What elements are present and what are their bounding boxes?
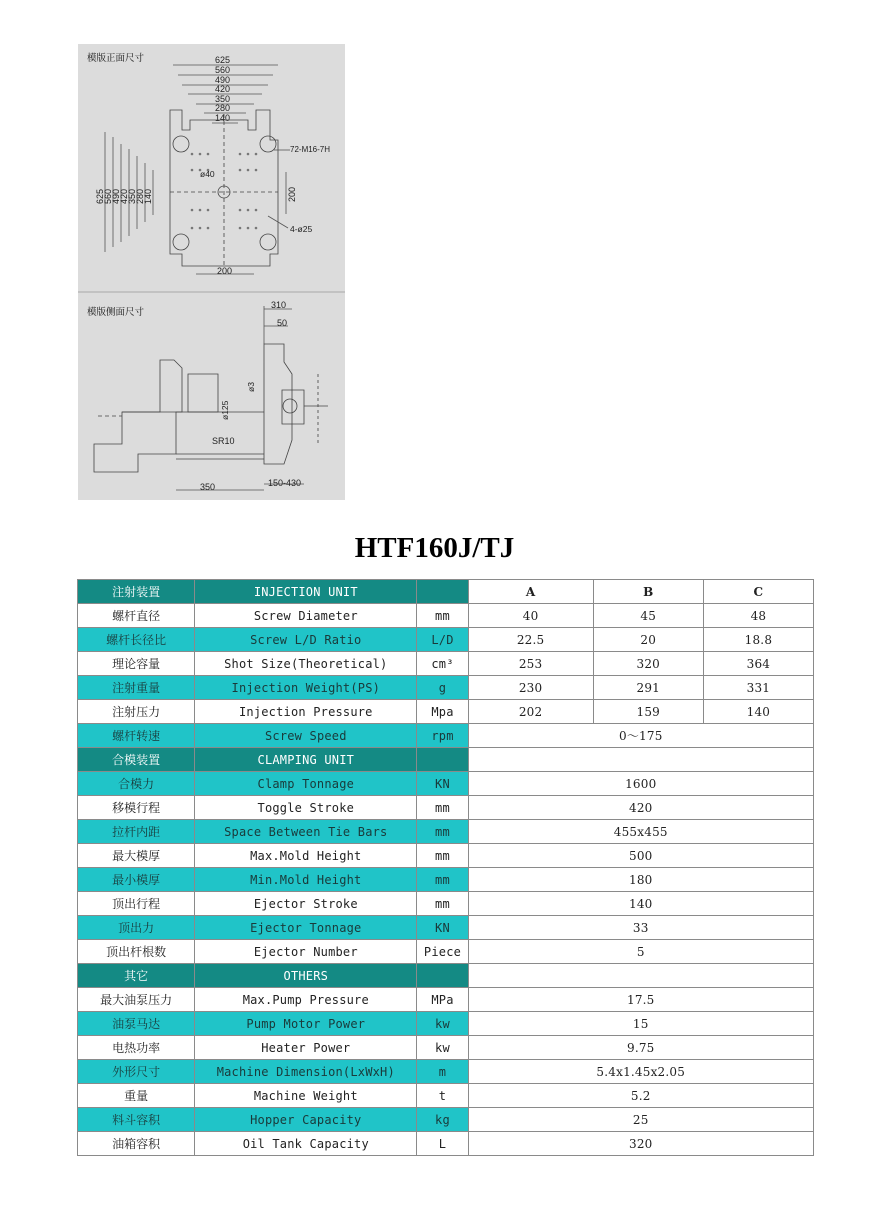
front-center-label: ø40	[200, 169, 215, 179]
spec-row	[78, 772, 814, 796]
param-value: 140	[468, 892, 813, 916]
param-name-cn: 最大模厚	[78, 844, 195, 868]
param-value: 45	[593, 604, 703, 628]
param-name-en: Oil Tank Capacity	[195, 1132, 417, 1156]
front-h-dim-560: 560	[215, 65, 231, 75]
side-top-dim-310: 310	[271, 300, 287, 310]
param-value: 33	[468, 916, 813, 940]
param-name-cn: 螺杆直径	[78, 604, 195, 628]
param-value: 230	[468, 676, 593, 700]
param-value: 180	[468, 868, 813, 892]
param-name-en: Machine Weight	[195, 1084, 417, 1108]
param-value	[468, 964, 813, 988]
side-machine-outline	[94, 344, 328, 472]
param-name-cn: 最大油泵压力	[78, 988, 195, 1012]
param-unit: MPa	[417, 988, 468, 1012]
mold-plate-drawing	[78, 44, 345, 500]
spec-row	[78, 604, 814, 628]
param-unit: mm	[417, 820, 468, 844]
param-unit: mm	[417, 844, 468, 868]
param-value: 18.8	[703, 628, 813, 652]
param-name-cn: 油泵马达	[78, 1012, 195, 1036]
spec-row	[78, 652, 814, 676]
param-value: 500	[468, 844, 813, 868]
front-v-dim-625: 625	[95, 188, 105, 204]
side-bottom-dim-350: 350	[200, 482, 216, 492]
spec-row	[78, 1108, 814, 1132]
model-title: HTF160J/TJ	[354, 532, 515, 564]
front-h-dim-420: 420	[215, 84, 231, 94]
param-name-en: Injection Pressure	[195, 700, 417, 724]
param-unit: kw	[417, 1036, 468, 1060]
param-unit: g	[417, 676, 468, 700]
spec-row	[78, 1084, 814, 1108]
param-name-en: CLAMPING UNIT	[195, 748, 417, 772]
front-horizontal-dims	[173, 55, 278, 123]
param-name-cn: 最小模厚	[78, 868, 195, 892]
param-name-cn: 外形尺寸	[78, 1060, 195, 1084]
spec-row	[78, 1036, 814, 1060]
param-name-cn: 顶出力	[78, 916, 195, 940]
front-right-dim: 200	[287, 186, 297, 202]
front-v-dim-560: 560	[103, 188, 113, 204]
param-name-en: Clamp Tonnage	[195, 772, 417, 796]
param-name-en: Shot Size(Theoretical)	[195, 652, 417, 676]
param-name-cn: 注射装置	[78, 580, 195, 604]
front-h-dim-140: 140	[215, 113, 231, 123]
param-value: 331	[703, 676, 813, 700]
param-value: 202	[468, 700, 593, 724]
param-name-cn: 注射重量	[78, 676, 195, 700]
param-unit: mm	[417, 892, 468, 916]
param-name-cn: 料斗容积	[78, 1108, 195, 1132]
param-value: 455x455	[468, 820, 813, 844]
front-h-dim-490: 490	[215, 75, 231, 85]
param-name-en: Heater Power	[195, 1036, 417, 1060]
param-name-en: Machine Dimension(LxWxH)	[195, 1060, 417, 1084]
param-name-en: Toggle Stroke	[195, 796, 417, 820]
param-value: 420	[468, 796, 813, 820]
spec-row	[78, 916, 814, 940]
param-name-cn: 顶出行程	[78, 892, 195, 916]
param-value: 1600	[468, 772, 813, 796]
param-unit: kg	[417, 1108, 468, 1132]
param-unit: L/D	[417, 628, 468, 652]
side-top-dim-50: 50	[277, 318, 288, 328]
param-value: 25	[468, 1108, 813, 1132]
front-thread-label: 72-M16-7H	[290, 145, 331, 154]
param-unit: KN	[417, 772, 468, 796]
param-name-en: Max.Mold Height	[195, 844, 417, 868]
param-value: 15	[468, 1012, 813, 1036]
param-name-cn: 重量	[78, 1084, 195, 1108]
param-unit: Piece	[417, 940, 468, 964]
param-value: 253	[468, 652, 593, 676]
param-name-en: Pump Motor Power	[195, 1012, 417, 1036]
front-hole-label: 4-ø25	[290, 224, 313, 234]
spec-row	[78, 700, 814, 724]
spec-row	[78, 1132, 814, 1156]
param-name-en: Screw Diameter	[195, 604, 417, 628]
side-sr10-label: SR10	[212, 436, 235, 446]
front-view-label: 模版正面尺寸	[87, 53, 145, 64]
param-name-cn: 合模装置	[78, 748, 195, 772]
param-unit: t	[417, 1084, 468, 1108]
spec-row	[78, 844, 814, 868]
param-name-cn: 拉杆内距	[78, 820, 195, 844]
param-name-cn: 注射压力	[78, 700, 195, 724]
front-h-dim-280: 280	[215, 103, 231, 113]
param-name-en: Ejector Tonnage	[195, 916, 417, 940]
column-header: B	[593, 580, 703, 604]
spec-row	[78, 820, 814, 844]
param-value: 0～175	[468, 724, 813, 748]
param-name-cn: 顶出杆根数	[78, 940, 195, 964]
param-name-cn: 螺杆长径比	[78, 628, 195, 652]
param-name-en: Injection Weight(PS)	[195, 676, 417, 700]
spec-row	[78, 796, 814, 820]
param-name-en: OTHERS	[195, 964, 417, 988]
front-plate-outline	[170, 110, 278, 266]
param-unit: Mpa	[417, 700, 468, 724]
spec-row	[78, 988, 814, 1012]
column-header: A	[468, 580, 593, 604]
param-value: 320	[593, 652, 703, 676]
front-vertical-dims	[95, 132, 153, 252]
param-name-en: Ejector Number	[195, 940, 417, 964]
param-name-cn: 油箱容积	[78, 1132, 195, 1156]
param-name-cn: 电热功率	[78, 1036, 195, 1060]
param-name-cn: 其它	[78, 964, 195, 988]
param-unit	[417, 580, 468, 604]
param-unit: KN	[417, 916, 468, 940]
param-value: 159	[593, 700, 703, 724]
param-unit: rpm	[417, 724, 468, 748]
param-name-cn: 螺杆转速	[78, 724, 195, 748]
param-name-cn: 合模力	[78, 772, 195, 796]
spec-row	[78, 1012, 814, 1036]
param-value: 5.4x1.45x2.05	[468, 1060, 813, 1084]
spec-row	[78, 868, 814, 892]
spec-row	[78, 940, 814, 964]
front-v-dim-280: 280	[135, 188, 145, 204]
column-header: C	[703, 580, 813, 604]
front-bottom-dim: 200	[217, 266, 233, 276]
side-phi3-label: ø3	[246, 382, 256, 392]
side-bottom-dim-150-430: 150-430	[268, 478, 302, 488]
param-value: 9.75	[468, 1036, 813, 1060]
front-h-dim-350: 350	[215, 94, 231, 104]
param-unit: m	[417, 1060, 468, 1084]
param-name-cn: 移模行程	[78, 796, 195, 820]
param-unit	[417, 748, 468, 772]
param-value: 291	[593, 676, 703, 700]
param-name-en: Min.Mold Height	[195, 868, 417, 892]
param-unit: L	[417, 1132, 468, 1156]
spec-row	[78, 748, 814, 772]
front-v-dim-490: 490	[111, 188, 121, 204]
spec-row	[78, 1060, 814, 1084]
param-unit	[417, 964, 468, 988]
spec-row	[78, 892, 814, 916]
param-unit: mm	[417, 868, 468, 892]
param-name-cn: 理论容量	[78, 652, 195, 676]
param-value: 22.5	[468, 628, 593, 652]
param-value: 48	[703, 604, 813, 628]
spec-row	[78, 580, 814, 604]
param-name-en: Screw L/D Ratio	[195, 628, 417, 652]
param-value: 20	[593, 628, 703, 652]
param-value: 320	[468, 1132, 813, 1156]
param-value: 140	[703, 700, 813, 724]
param-unit: mm	[417, 604, 468, 628]
param-unit: mm	[417, 796, 468, 820]
param-value: 5	[468, 940, 813, 964]
side-phi125-label: ø125	[220, 400, 230, 420]
param-name-en: Screw Speed	[195, 724, 417, 748]
spec-row	[78, 676, 814, 700]
param-name-en: Ejector Stroke	[195, 892, 417, 916]
front-v-dim-140: 140	[143, 188, 153, 204]
param-name-en: INJECTION UNIT	[195, 580, 417, 604]
param-value: 5.2	[468, 1084, 813, 1108]
param-value: 17.5	[468, 988, 813, 1012]
front-h-dim-625: 625	[215, 55, 231, 65]
spec-row	[78, 724, 814, 748]
side-view-label: 模版侧面尺寸	[87, 307, 145, 318]
param-value: 364	[703, 652, 813, 676]
param-name-en: Max.Pump Pressure	[195, 988, 417, 1012]
param-value	[468, 748, 813, 772]
front-v-dim-350: 350	[127, 188, 137, 204]
param-name-en: Space Between Tie Bars	[195, 820, 417, 844]
spec-row	[78, 628, 814, 652]
spec-row	[78, 964, 814, 988]
param-value: 40	[468, 604, 593, 628]
front-v-dim-420: 420	[119, 188, 129, 204]
param-name-en: Hopper Capacity	[195, 1108, 417, 1132]
param-unit: cm³	[417, 652, 468, 676]
param-unit: kw	[417, 1012, 468, 1036]
spec-table	[77, 579, 814, 1156]
